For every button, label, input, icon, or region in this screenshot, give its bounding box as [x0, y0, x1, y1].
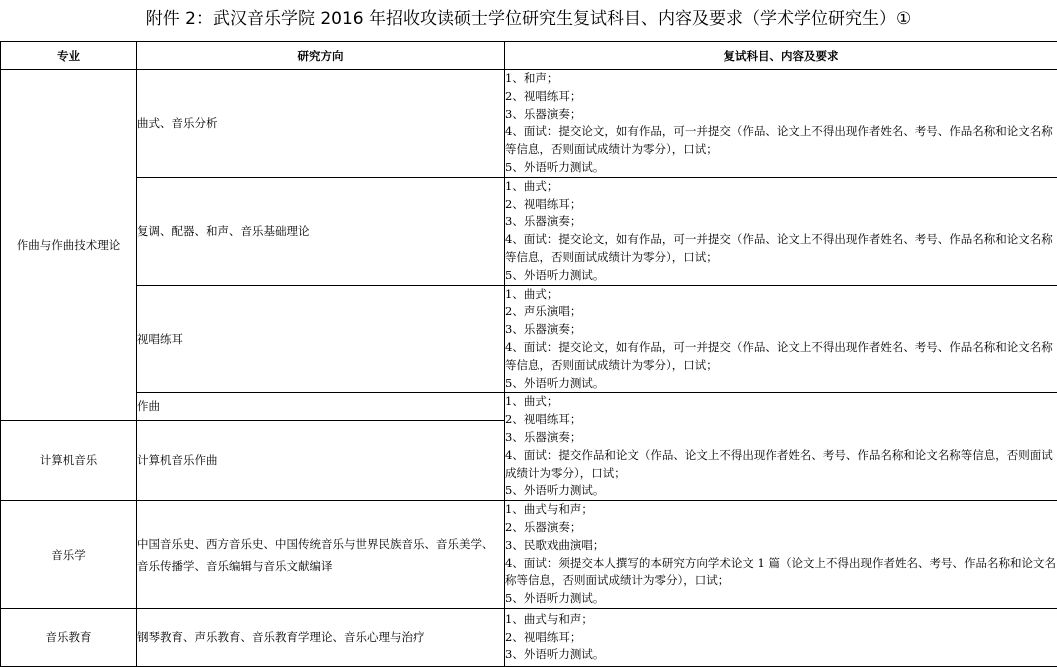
major-cell: 作曲与作曲技术理论 — [1, 70, 137, 421]
requirements-cell — [505, 285, 1057, 393]
requirement-item: 5、外语听力测试。 — [505, 159, 1057, 177]
requirement-item: 1、曲式与和声； — [505, 501, 1057, 519]
header-requirements: 复试科目、内容及要求 — [505, 42, 1057, 70]
requirement-item: 2、乐器演奏； — [505, 519, 1057, 537]
direction-cell: 曲式、音乐分析 — [137, 70, 505, 178]
header-direction: 研究方向 — [137, 42, 505, 70]
header-major: 专业 — [1, 42, 137, 70]
requirements-cell — [505, 608, 1057, 666]
table-row — [1, 177, 1057, 285]
requirement-item: 4、面试：提交作品和论文（作品、论文上不得出现作者姓名、考号、作品名称和论文名称等信息，否则面试成绩计为零分），口试； — [505, 447, 1057, 483]
requirement-item: 3、外语听力测试。 — [505, 646, 1057, 664]
table-header-row — [1, 42, 1057, 70]
requirement-item: 2、视唱练耳； — [505, 196, 1057, 214]
requirement-item: 4、面试：须提交本人撰写的本研究方向学术论文 1 篇（论文上不得出现作者姓名、考号、作品名称和论文名称等信息，否则面试成绩计为零分），口试； — [505, 555, 1057, 591]
direction-cell: 作曲 — [137, 393, 505, 420]
requirements-cell — [505, 70, 1057, 178]
requirement-item: 3、乐器演奏； — [505, 321, 1057, 339]
requirement-item: 4、面试：提交论文，如有作品，可一并提交（作品、论文上不得出现作者姓名、考号、作品名称和论文名称等信息，否则面试成绩计为零分），口试； — [505, 231, 1057, 267]
requirements-table — [0, 41, 1057, 667]
major-cell: 音乐学 — [1, 501, 137, 609]
requirement-item: 3、乐器演奏； — [505, 213, 1057, 231]
requirement-item: 5、外语听力测试。 — [505, 267, 1057, 285]
direction-cell: 中国音乐史、西方音乐史、中国传统音乐与世界民族音乐、音乐美学、音乐传播学、音乐编辑与音乐文献编译 — [137, 501, 505, 609]
requirement-item: 2、声乐演唱； — [505, 303, 1057, 321]
requirement-item: 2、视唱练耳； — [505, 88, 1057, 106]
requirements-cell — [505, 393, 1057, 501]
table-row — [1, 608, 1057, 666]
requirement-item: 4、面试：提交论文，如有作品，可一并提交（作品、论文上不得出现作者姓名、考号、作品名称和论文名称等信息，否则面试成绩计为零分），口试； — [505, 123, 1057, 159]
table-row — [1, 501, 1057, 609]
requirement-item: 4、面试：提交论文，如有作品，可一并提交（作品、论文上不得出现作者姓名、考号、作品名称和论文名称等信息，否则面试成绩计为零分），口试； — [505, 339, 1057, 375]
requirement-item: 1、曲式； — [505, 178, 1057, 196]
document-title: 附件 2：武汉音乐学院 2016 年招收攻读硕士学位研究生复试科目、内容及要求（学术学位研究生）① — [0, 0, 1057, 40]
table-row — [1, 285, 1057, 393]
direction-cell: 视唱练耳 — [137, 285, 505, 393]
requirement-item: 1、曲式与和声； — [505, 611, 1057, 629]
requirement-item: 3、民歌戏曲演唱； — [505, 537, 1057, 555]
requirement-item: 1、曲式； — [505, 286, 1057, 304]
requirements-cell — [505, 501, 1057, 609]
direction-cell: 复调、配器、和声、音乐基础理论 — [137, 177, 505, 285]
requirement-item: 5、外语听力测试。 — [505, 482, 1057, 500]
requirement-item: 3、乐器演奏； — [505, 106, 1057, 124]
direction-cell: 计算机音乐作曲 — [137, 420, 505, 501]
major-cell: 计算机音乐 — [1, 420, 137, 501]
requirement-item: 5、外语听力测试。 — [505, 375, 1057, 393]
direction-cell: 钢琴教育、声乐教育、音乐教育学理论、音乐心理与治疗 — [137, 608, 505, 666]
table-row — [1, 70, 1057, 178]
requirement-item: 2、视唱练耳； — [505, 629, 1057, 647]
requirement-item: 5、外语听力测试。 — [505, 590, 1057, 608]
requirements-cell — [505, 177, 1057, 285]
major-cell: 音乐教育 — [1, 608, 137, 666]
requirement-item: 1、曲式； — [505, 393, 1057, 411]
requirement-item: 3、乐器演奏； — [505, 429, 1057, 447]
table-row — [1, 393, 1057, 420]
requirement-item: 1、和声； — [505, 70, 1057, 88]
requirement-item: 2、视唱练耳； — [505, 411, 1057, 429]
